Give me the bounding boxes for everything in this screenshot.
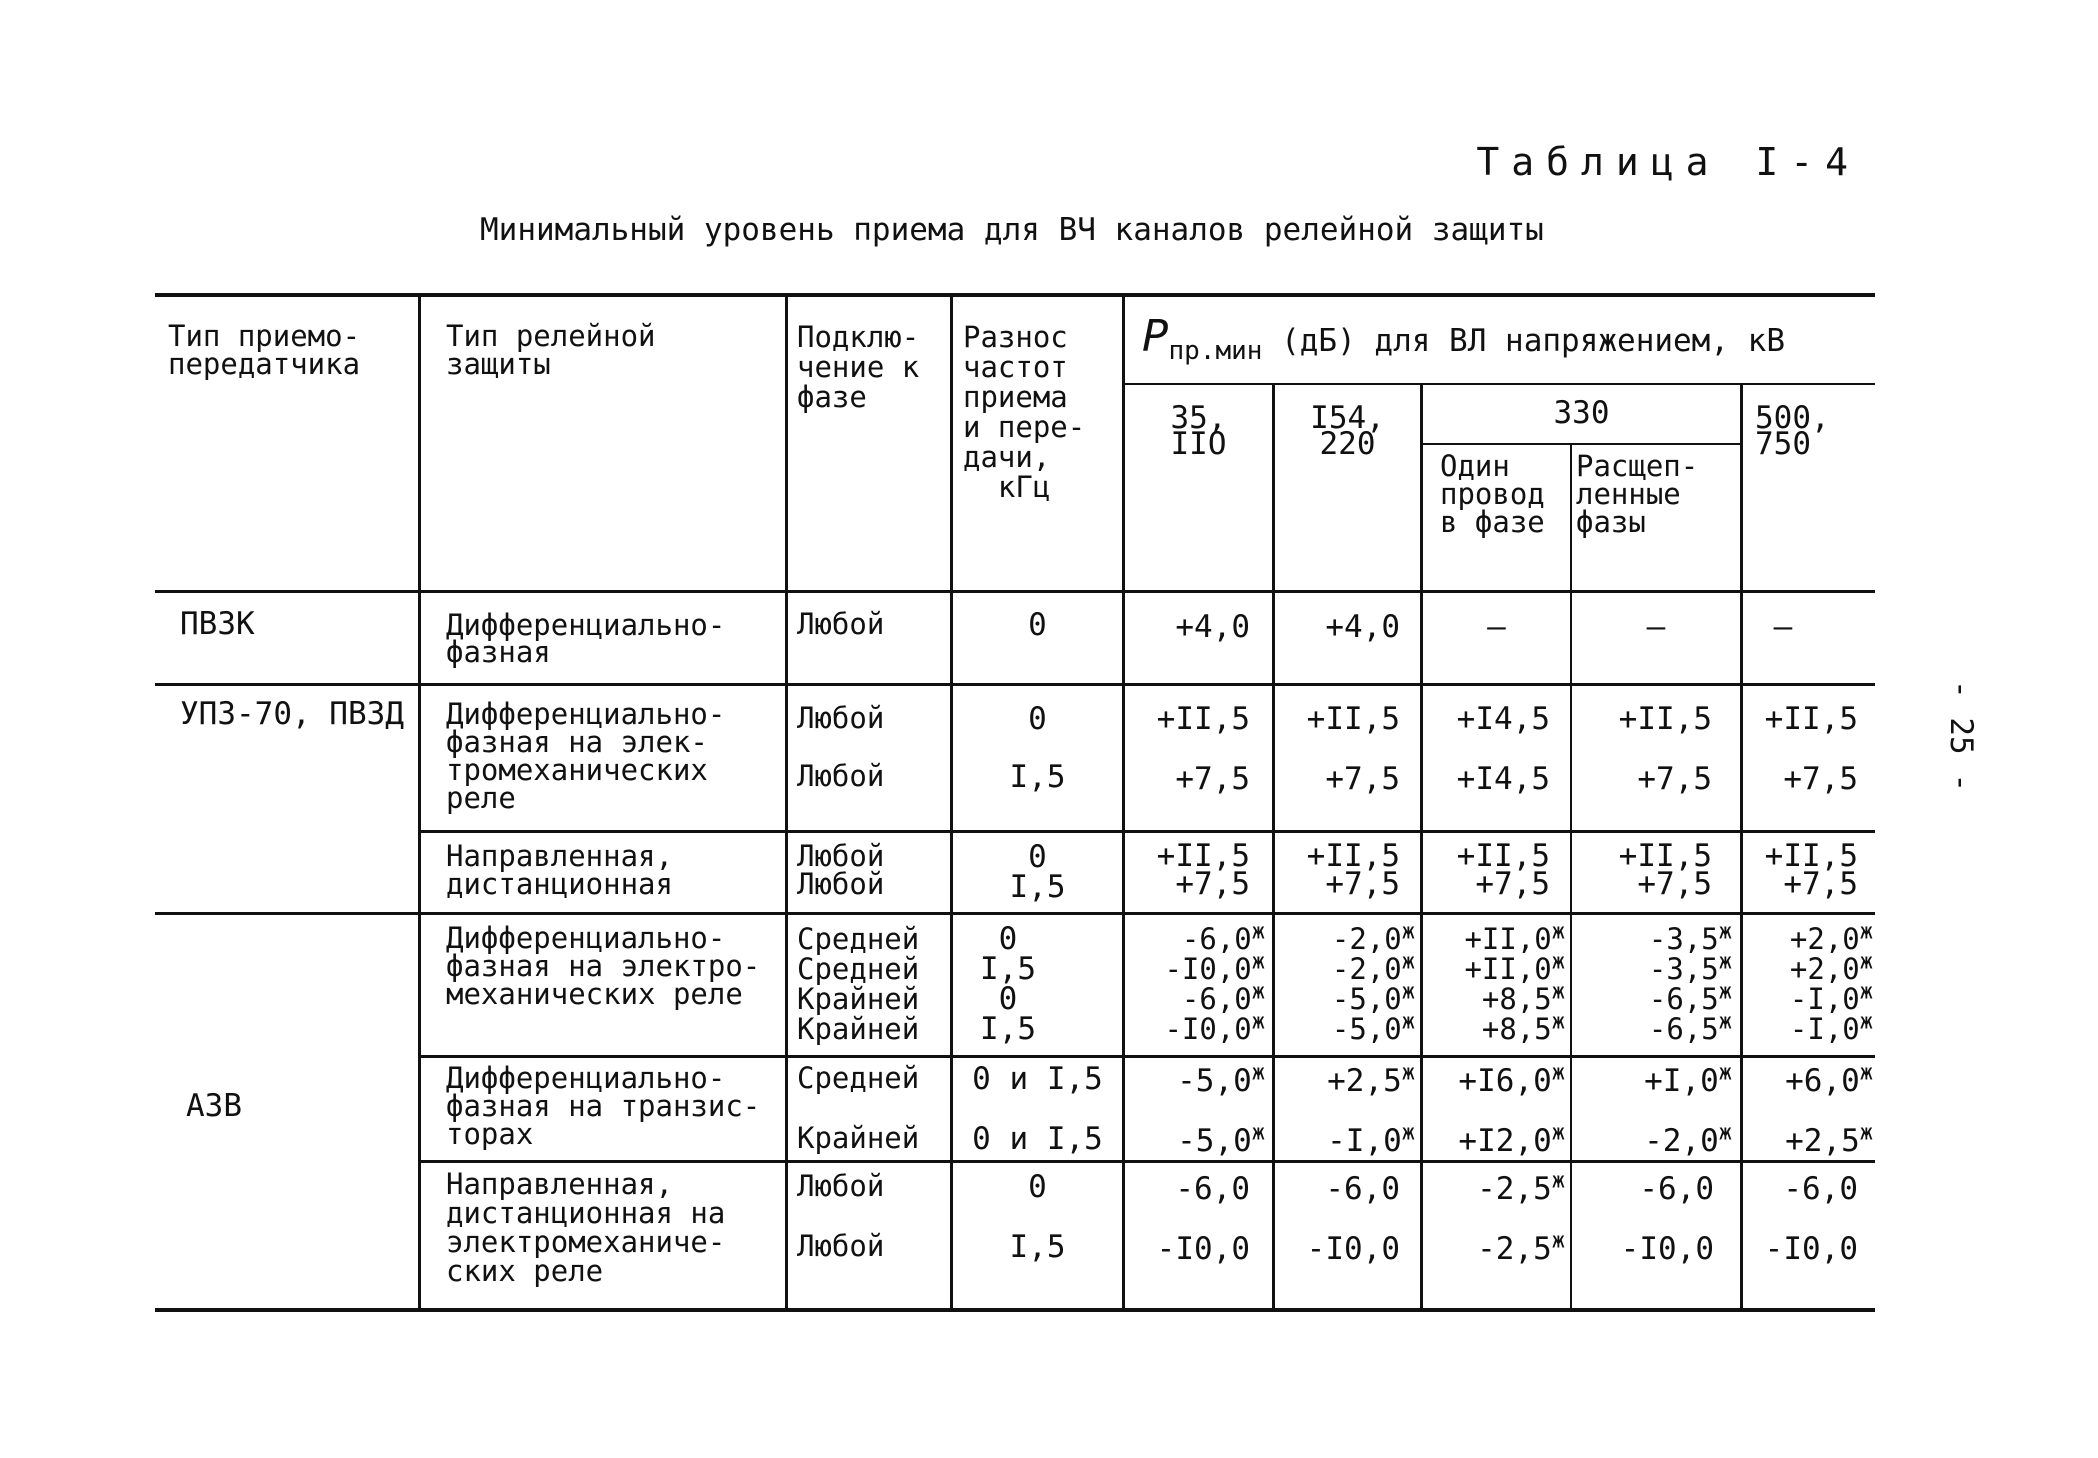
cell-upz-b-c4: +II,5 +7,5 [1618,838,1712,902]
cell-azv-a-c4 [1572,919,1732,1046]
azv-a-c2-r1: $-2,0^ж$ [1331,919,1415,956]
cell-azv-b1-phase: Средней [797,1061,920,1095]
header-transceiver: Тип приемо- передатчика [168,319,361,381]
cell-azv-b1-c1: $-5,0^ж$ [1177,1060,1265,1099]
azv-a-c5-r2: $+2,0^ж$ [1789,949,1873,986]
cell-upz-b-phase: Любой Любой [797,839,885,901]
rule-voltage-header [1125,383,1875,385]
cell-azv-c1-c5: -6,0 [1783,1171,1858,1207]
cell-azv-a-c1 [1125,919,1265,1046]
header-330-split: Расщеп- ленные фазы [1576,449,1699,539]
cell-azv-protection-a: Дифференциально- фазная на электро- механических реле [446,921,761,1011]
cell-azv-c2-gap: I,5 [1009,1229,1066,1265]
cell-upz-a1-phase: Любой [797,701,885,735]
rule-azv-b-bottom [420,1160,1875,1163]
cell-azv-b1-c3: $+I6,0^ж$ [1458,1060,1565,1099]
cell-upz-a1-c5: +II,5 [1764,701,1858,737]
cell-azv-b2-c3: $+I2,0^ж$ [1458,1120,1565,1159]
cell-azv-c2-c4: -I0,0 [1620,1231,1714,1267]
cell-upz-protection-a: Дифференциально- фазная на элек- тромеханических реле [446,697,726,815]
azv-a-c1-r2: $-I0,0^ж$ [1164,949,1265,986]
rule-top [155,293,1875,297]
cell-azv-b1-c2: $+2,5^ж$ [1327,1060,1415,1099]
cell-upz-a2-phase: Любой [797,759,885,793]
cell-pvzk-protection: Дифференциально- фазная [446,608,726,669]
cell-pvzk-c2: +4,0 [1325,609,1400,645]
rule-header-bottom [155,590,1875,593]
cell-azv-b2-c5: $+2,5^ж$ [1785,1120,1873,1159]
cell-upz-a1-c3: +I4,5 [1456,701,1550,737]
cell-azv-b2-c2: $-I,0^ж$ [1327,1120,1415,1159]
cell-azv-a-phase: Средней Средней Крайней Крайней [797,922,920,1046]
azv-a-c4-r3: $-6,5^ж$ [1648,979,1732,1016]
table-number: Таблица I-4 [1476,140,1860,184]
cell-pvzk-phase: Любой [797,607,885,641]
azv-a-c4-r4: $-6,5^ж$ [1648,1009,1732,1046]
cell-upz-a2-c5: +7,5 [1783,761,1858,797]
header-v-330: 330 [1553,395,1610,431]
cell-azv-type: АЗВ [186,1088,242,1124]
cell-azv-c1-c3: $-2,5^ж$ [1477,1168,1565,1207]
cell-upz-b-c5: +II,5 +7,5 [1764,838,1858,902]
cell-upz-a2-c1: +7,5 [1175,761,1250,797]
rule-330-split [1420,443,1740,445]
header-v-500-750: 500, 750 [1755,400,1830,462]
cell-upz-b-c2: +II,5 +7,5 [1306,838,1400,902]
cell-azv-c2-c2: -I0,0 [1306,1231,1400,1267]
cell-pvzk-c5: – [1773,609,1793,645]
header-phase: Подклю- чение к фазе [797,320,920,414]
rule-pvzk-bottom [155,683,1875,686]
rule-bottom [155,1308,1875,1312]
cell-azv-c1-c1: -6,0 [1175,1171,1250,1207]
cell-upz-a1-c1: +II,5 [1156,701,1250,737]
cell-azv-a-gap: 0 I,5 0 I,5 [980,921,1036,1047]
cell-upz-b-c3: +II,5 +7,5 [1456,838,1550,902]
cell-azv-c1-c4: -6,0 [1639,1171,1714,1207]
rule-azv-a-bottom [420,1055,1875,1058]
azv-a-c2-r3: $-5,0^ж$ [1331,979,1415,1016]
cell-azv-b2-gap: 0 и I,5 [972,1121,1103,1157]
level-subscript: пр.мин [1168,336,1263,366]
cell-azv-b2-c1: $-5,0^ж$ [1177,1120,1265,1159]
azv-a-c2-r4: $-5,0^ж$ [1331,1009,1415,1046]
cell-upz-a2-c2: +7,5 [1325,761,1400,797]
cell-azv-a-c2 [1275,919,1415,1046]
cell-azv-c2-c3: $-2,5^ж$ [1477,1228,1565,1267]
azv-a-c5-r1: $+2,0^ж$ [1789,919,1873,956]
cell-azv-c2-c5: -I0,0 [1764,1231,1858,1267]
level-caption: (дБ) для ВЛ напряжением, кВ [1262,323,1786,359]
cell-pvzk-type: ПВЗК [180,606,255,642]
azv-a-c4-r1: $-3,5^ж$ [1648,919,1732,956]
azv-a-c3-r1: $+II,0^ж$ [1464,919,1565,956]
azv-a-c1-r1: $-6,0^ж$ [1181,919,1265,956]
azv-a-c3-r3: $+8,5^ж$ [1481,979,1565,1016]
header-v-35-110: 35, IIO [1170,400,1227,462]
col-rule-2 [785,293,788,1312]
cell-upz-protection-b: Направленная, дистанционная [446,839,673,901]
azv-a-c1-r3: $-6,0^ж$ [1181,979,1265,1016]
cell-azv-b1-c4: $+I,0^ж$ [1644,1060,1732,1099]
col-rule-1 [418,293,421,1312]
rule-upz-a-bottom [420,830,1875,833]
header-protection: Тип релейной защиты [446,319,656,381]
cell-pvzk-c4: – [1646,609,1666,645]
cell-pvzk-c1: +4,0 [1175,609,1250,645]
rule-upz-bottom [155,912,1875,915]
cell-azv-b1-gap: 0 и I,5 [972,1061,1103,1097]
cell-upz-type: УПЗ-70, ПВЗД [180,696,404,732]
cell-upz-a1-c2: +II,5 [1306,701,1400,737]
header-freq-gap: Разнос частот приема и пере- дачи, кГц [963,320,1086,504]
cell-azv-b2-c4: $-2,0^ж$ [1644,1120,1732,1159]
cell-azv-b2-phase: Крайней [797,1121,920,1155]
cell-upz-a2-c4: +7,5 [1637,761,1712,797]
table-caption: Минимальный уровень приема для ВЧ каналов релейной защиты [480,212,1544,248]
header-v-154-220: I54, 220 [1310,400,1385,462]
header-330-one-wire: Один провод в фазе [1440,449,1545,539]
azv-a-c3-r4: $+8,5^ж$ [1481,1009,1565,1046]
cell-azv-c1-gap: 0 [1028,1169,1047,1205]
cell-azv-c2-phase: Любой [797,1229,885,1263]
cell-upz-a1-gap: 0 [1028,701,1047,737]
cell-upz-b-c1: +II,5 +7,5 [1156,838,1250,902]
page-number: - 25 - [1942,680,1979,792]
cell-pvzk-gap: 0 [1028,607,1047,643]
cell-azv-a-c3 [1423,919,1565,1046]
cell-pvzk-c3: – [1487,609,1506,645]
cell-azv-c2-c1: -I0,0 [1156,1231,1250,1267]
cell-upz-b-gap: 0 I,5 [1009,839,1066,905]
cell-azv-protection-b: Дифференциально- фазная на транзис- торах [446,1061,761,1151]
cell-upz-a1-c4: +II,5 [1618,701,1712,737]
cell-azv-protection-c: Направленная, дистанционная на электромеханиче- ских реле [446,1167,726,1288]
azv-a-c5-r3: $-I,0^ж$ [1789,979,1873,1016]
cell-azv-a-c5 [1743,919,1873,1046]
level-symbol: P [1142,311,1169,362]
cell-azv-b1-c5: $+6,0^ж$ [1785,1060,1873,1099]
col-rule-3 [950,293,953,1312]
azv-a-c3-r2: $+II,0^ж$ [1464,949,1565,986]
header-level [1142,311,1786,366]
cell-azv-c1-phase: Любой [797,1169,885,1203]
azv-a-c2-r2: $-2,0^ж$ [1331,949,1415,986]
azv-a-c1-r4: $-I0,0^ж$ [1164,1009,1265,1046]
cell-upz-a2-c3: +I4,5 [1456,761,1550,797]
azv-a-c5-r4: $-I,0^ж$ [1789,1009,1873,1046]
cell-upz-a2-gap: I,5 [1009,759,1066,795]
azv-a-c4-r2: $-3,5^ж$ [1648,949,1732,986]
cell-azv-c1-c2: -6,0 [1325,1171,1400,1207]
